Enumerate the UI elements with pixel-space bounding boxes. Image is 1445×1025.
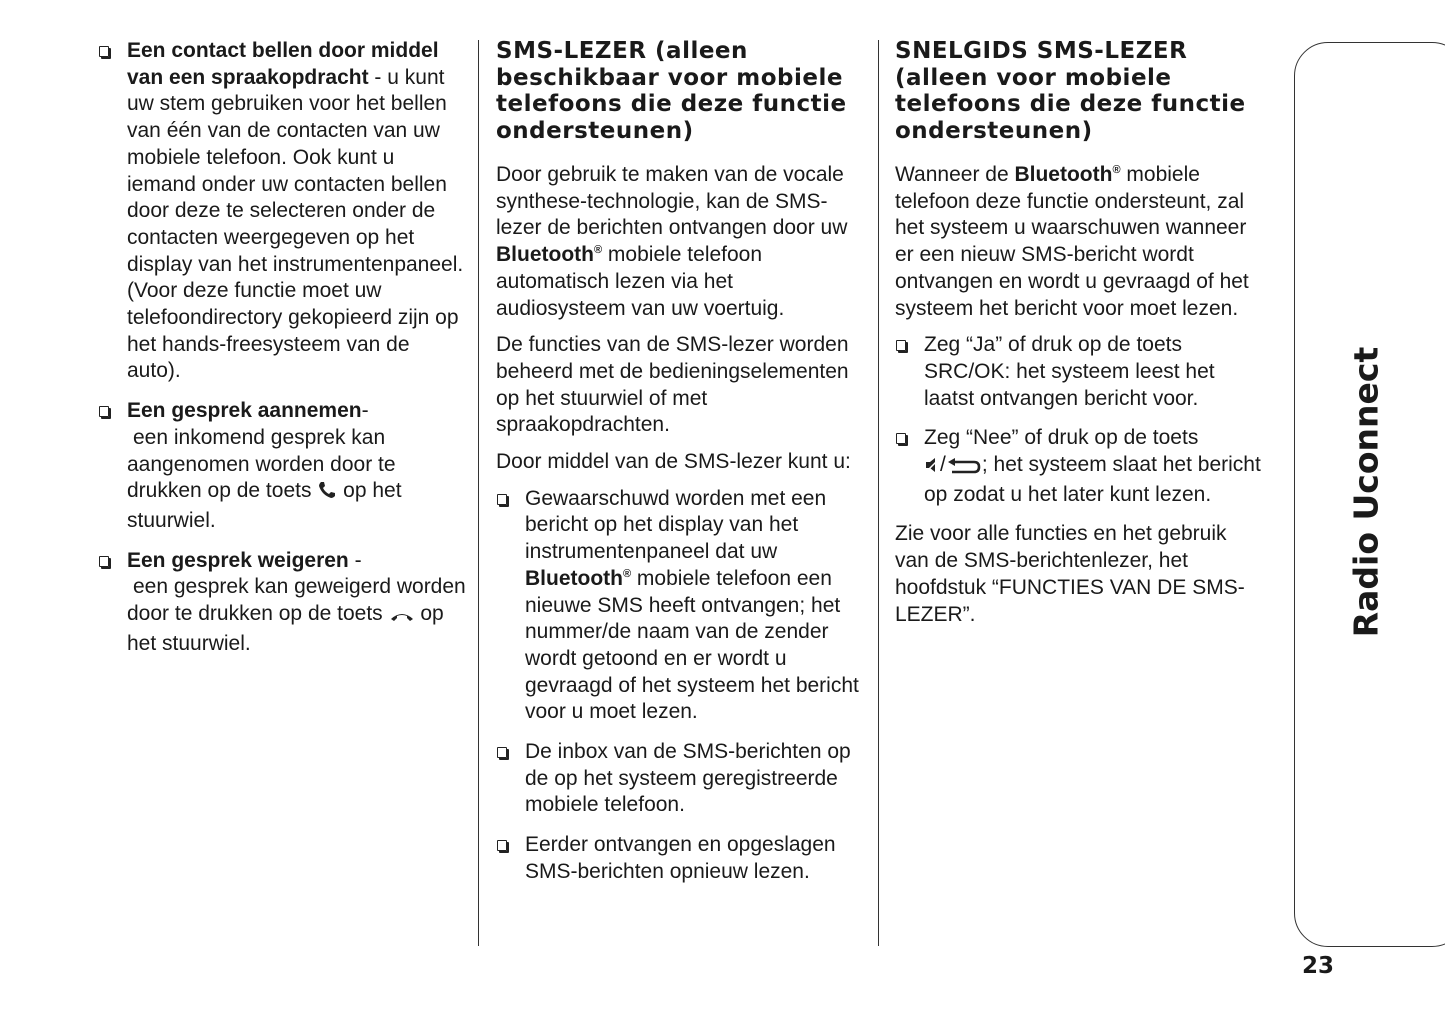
item-text: op het stuurwiel. bbox=[127, 602, 444, 655]
column-2 bbox=[496, 38, 868, 899]
item-text: mobiele telefoon een nieuwe SMS heeft ontvangen; het nummer/de naam van de zender wordt getoond en er wordt u gevraagd of het systeem het bericht voor u moet lezen. bbox=[525, 566, 859, 724]
column-1 bbox=[98, 38, 466, 670]
column-divider bbox=[878, 40, 879, 946]
section-heading: SNELGIDS SMS-LEZER (alleen voor mobiele telefoons die deze functie ondersteunen) bbox=[895, 38, 1246, 144]
registered-mark: ® bbox=[622, 567, 632, 580]
checkbox-bullet-icon bbox=[99, 46, 109, 57]
phone-answer-icon bbox=[317, 480, 337, 508]
checkbox-bullet-icon bbox=[497, 747, 507, 758]
checkbox-bullet-icon bbox=[896, 340, 906, 351]
registered-mark: ® bbox=[1112, 164, 1121, 176]
mute-icon bbox=[924, 455, 940, 482]
checkbox-bullet-icon bbox=[497, 494, 507, 505]
item-text: Zeg “Ja” of druk op de toets SRC/OK: het systeem leest het laatst ontvangen bericht voor. bbox=[924, 333, 1215, 410]
item-dash: - bbox=[361, 399, 369, 423]
column-divider bbox=[478, 40, 479, 946]
list-item bbox=[98, 398, 466, 535]
section-heading: SMS-LEZER (alleen beschikbaar voor mobiele telefoons die deze functie ondersteunen) bbox=[496, 38, 847, 144]
item-text: op het stuurwiel. bbox=[127, 479, 402, 532]
list-item bbox=[496, 486, 868, 726]
paragraph bbox=[496, 162, 868, 322]
list-item bbox=[496, 832, 868, 885]
paragraph: Zie voor alle functies en het gebruik van de SMS-berichtenlezer, het hoofdstuk “FUNCTIES VAN DE SMS-LEZER”. bbox=[895, 522, 1245, 626]
page-number: 23 bbox=[1302, 953, 1335, 979]
item-title: Een contact bellen door middel van een spraakopdracht bbox=[127, 39, 439, 89]
bluetooth-term: Bluetooth bbox=[525, 566, 623, 590]
registered-mark: ® bbox=[593, 244, 603, 257]
checkbox-bullet-icon bbox=[497, 840, 507, 851]
phone-hangup-icon bbox=[389, 604, 415, 631]
item-text: een inkomend gesprek kan aangenomen worden door te drukken op de toets bbox=[127, 425, 396, 503]
paragraph: Door middel van de SMS-lezer kunt u: bbox=[496, 450, 851, 474]
item-title: Een gesprek aannemen bbox=[127, 399, 362, 423]
item-text: - u kunt uw stem gebruiken voor het bellen van één van de contacten van uw mobiele telefoon. Ook kunt u iemand onder uw contacten bellen door deze te selecteren onder de contacten weergegeven op het display van het instrumentenpaneel. (Voor deze functie moet uw telefoondirectory gekopieerd zijn op het hands-freesysteem van de auto). bbox=[127, 65, 464, 383]
checkbox-bullet-icon bbox=[99, 556, 109, 567]
item-text: De inbox van de SMS-berichten op de op het systeem geregistreerde mobiele telefoon. bbox=[525, 740, 851, 817]
bluetooth-term: Bluetooth bbox=[1014, 163, 1113, 186]
list-item bbox=[895, 332, 1263, 412]
item-text: Gewaarschuwd worden met een bericht op het display van het instrumentenpaneel dat uw bbox=[525, 486, 827, 564]
column-3 bbox=[895, 38, 1263, 638]
chapter-title: Radio Uconnect bbox=[1346, 346, 1386, 638]
paragraph: De functies van de SMS-lezer worden beheerd met de bedieningselementen op het stuurwiel of met spraakopdrachten. bbox=[496, 333, 849, 437]
item-text: Zeg “Nee” of druk op de toets bbox=[924, 426, 1199, 450]
icon-separator: / bbox=[940, 453, 946, 477]
paragraph-text: mobiele telefoon deze functie ondersteunt, zal het systeem u waarschuwen wanneer er een nieuw SMS-bericht wordt ontvangen en wordt u gevraagd of het systeem het bericht voor moet lezen. bbox=[895, 163, 1249, 320]
item-text: Eerder ontvangen en opgeslagen SMS-berichten opnieuw lezen. bbox=[525, 833, 836, 883]
bluetooth-term: Bluetooth bbox=[496, 243, 594, 267]
list-item bbox=[98, 548, 466, 658]
list-item bbox=[98, 38, 466, 385]
paragraph-text: Wanneer de bbox=[895, 163, 1015, 186]
list-item bbox=[895, 425, 1263, 508]
checkbox-bullet-icon bbox=[896, 433, 906, 444]
back-arrow-icon bbox=[946, 455, 982, 482]
paragraph-text: mobiele telefoon automatisch lezen via het audiosysteem van uw voertuig. bbox=[496, 243, 785, 320]
item-text: ; het systeem slaat het bericht op zodat u het later kunt lezen. bbox=[924, 453, 1261, 506]
item-text: een gesprek kan geweigerd worden door te drukken op de toets bbox=[127, 575, 466, 626]
list-item bbox=[496, 739, 868, 819]
checkbox-bullet-icon bbox=[99, 406, 109, 417]
item-title: Een gesprek weigeren bbox=[127, 548, 349, 572]
item-dash: - bbox=[348, 548, 362, 572]
paragraph bbox=[895, 162, 1263, 322]
paragraph-text: Door gebruik te maken van de vocale synthese-technologie, kan de SMS-lezer de berichten ontvangen door uw bbox=[496, 163, 848, 240]
